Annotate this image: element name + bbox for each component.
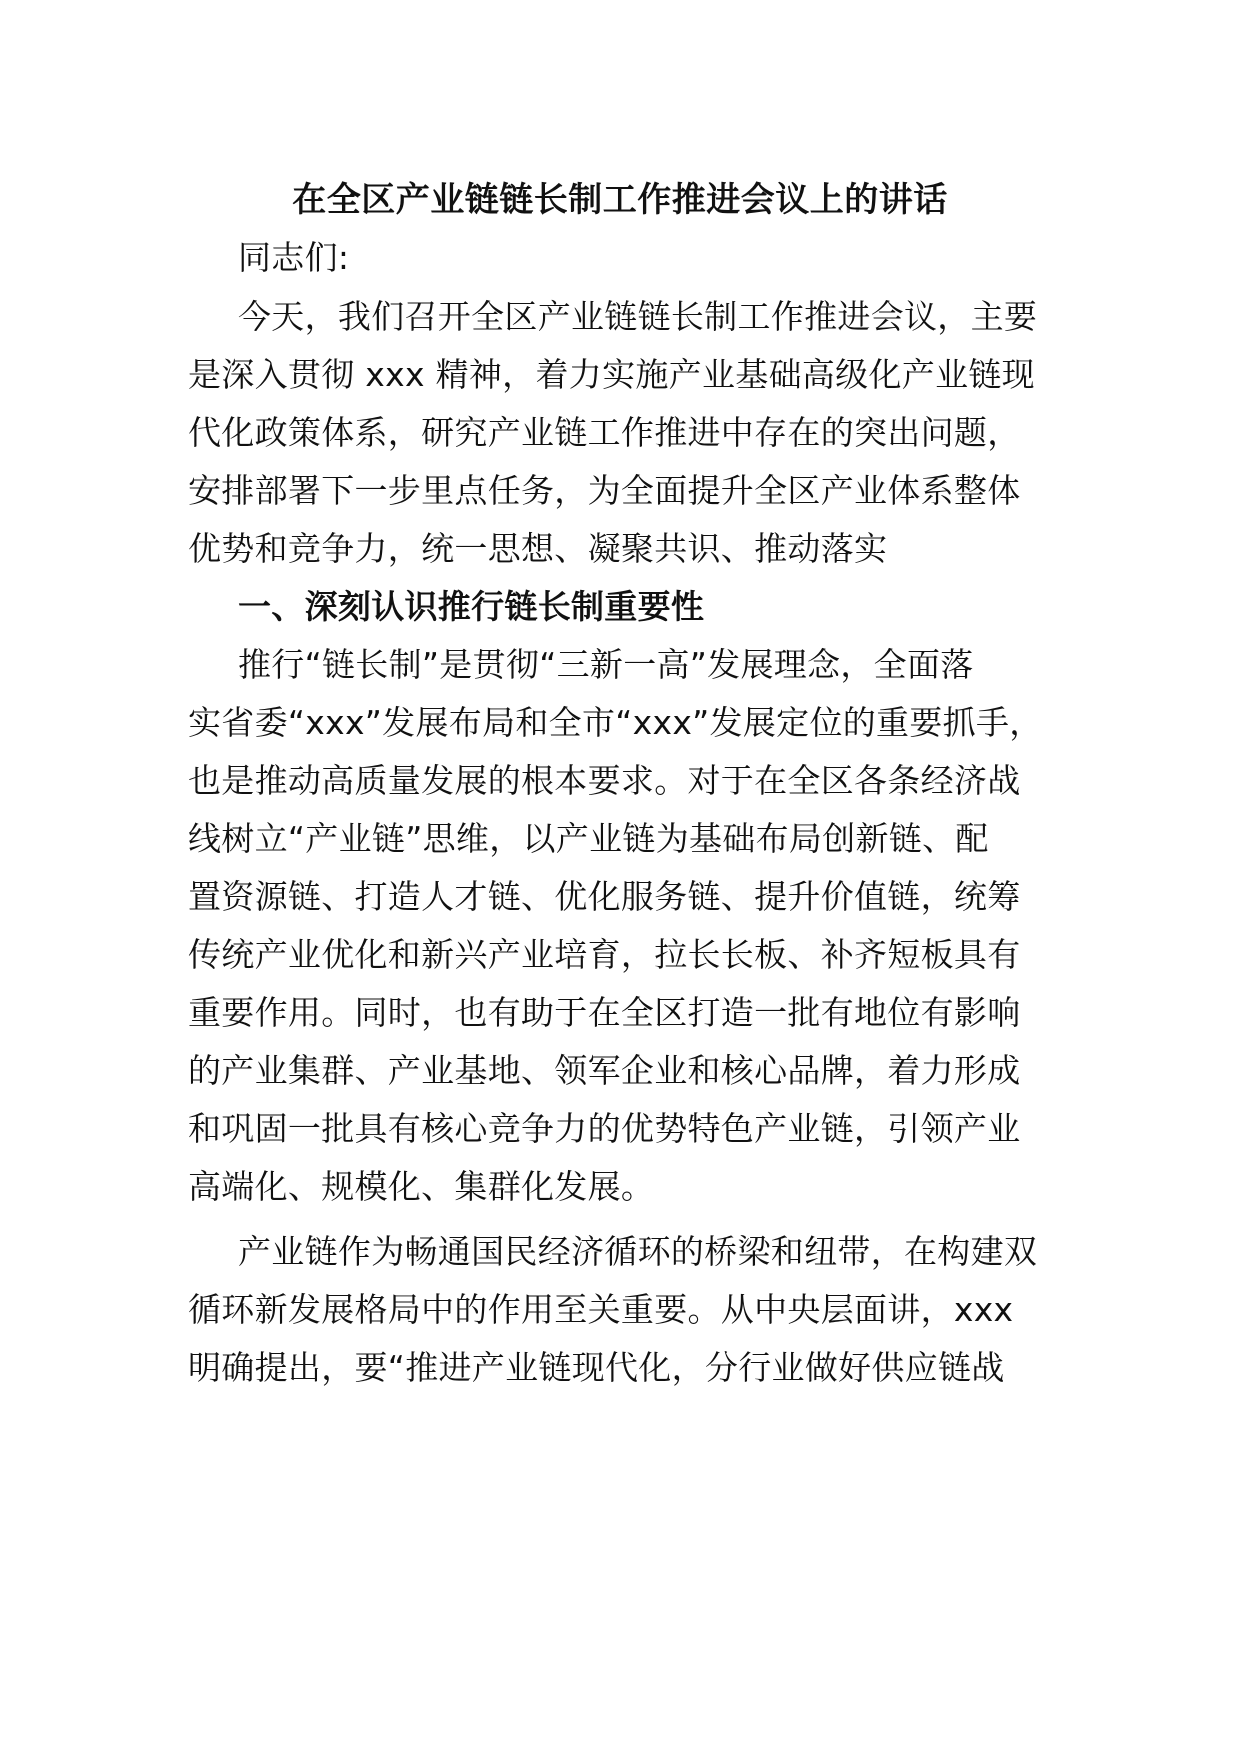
paragraph-1-line-1: 今天，我们召开全区产业链链长制工作推进会议，主要 [238,297,1038,336]
paragraph-2-line-1: 推行“链长制”是贯彻“三新一高”发展理念，全面落 [238,645,974,684]
paragraph-1-line-5: 优势和竞争力，统一思想、凝聚共识、推动落实 [188,529,888,568]
paragraph-1-line-2: 是深入贯彻 xxx 精神，着力实施产业基础高级化产业链现 [188,355,1035,394]
document-title: 在全区产业链链长制工作推进会议上的讲话 [292,180,948,220]
paragraph-1-line-4: 安排部署下一步里点任务，为全面提升全区产业体系整体 [188,471,1021,510]
paragraph-2-line-7: 重要作用。同时，也有助于在全区打造一批有地位有影响 [188,993,1021,1032]
paragraph-3-line-1: 产业链作为畅通国民经济循环的桥梁和纽带，在构建双 [238,1232,1038,1271]
paragraph-3-line-2: 循环新发展格局中的作用至关重要。从中央层面讲，xxx [188,1290,1014,1329]
paragraph-1-line-3: 代化政策体系，研究产业链工作推进中存在的突出问题， [188,413,1021,452]
paragraph-2-line-8: 的产业集群、产业基地、领军企业和核心品牌，着力形成 [188,1051,1021,1090]
paragraph-2-line-10: 高端化、规模化、集群化发展。 [188,1167,655,1206]
paragraph-2-line-6: 传统产业优化和新兴产业培育，拉长长板、补齐短板具有 [188,935,1021,974]
paragraph-2-line-2: 实省委“xxx”发展布局和全市“xxx”发展定位的重要抓手， [188,703,1043,742]
paragraph-2-line-3: 也是推动高质量发展的根本要求。对于在全区各条经济战 [188,761,1021,800]
section-1-heading: 一、深刻认识推行链长制重要性 [238,587,705,626]
paragraph-2-line-4: 线树立“产业链”思维，以产业链为基础布局创新链、配 [188,819,989,858]
salutation: 同志们: [238,238,350,277]
paragraph-3-line-3: 明确提出，要“推进产业链现代化，分行业做好供应链战 [188,1348,1005,1387]
paragraph-2-line-5: 置资源链、打造人才链、优化服务链、提升价值链，统筹 [188,877,1021,916]
paragraph-2-line-9: 和巩固一批具有核心竞争力的优势特色产业链，引领产业 [188,1109,1021,1148]
